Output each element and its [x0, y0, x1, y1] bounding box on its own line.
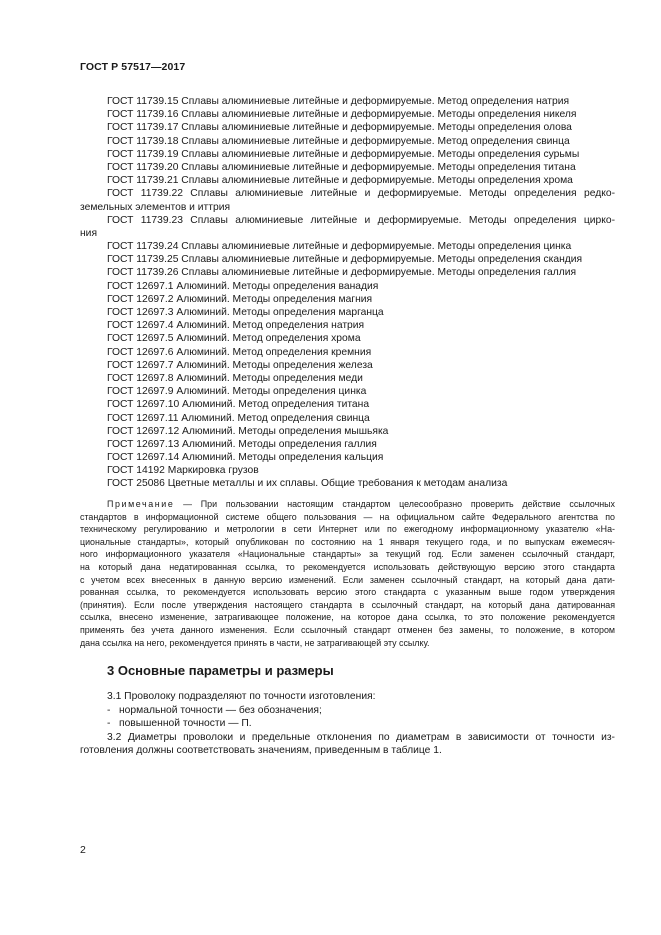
reference-line: ГОСТ 11739.18 Сплавы алюминиевые литейные и деформируемые. Метод определения свинца — [107, 135, 570, 147]
reference-line: ГОСТ 12697.9 Алюминий. Методы определения цинка — [107, 386, 367, 398]
note-line: ного информационного указателя «Национальные стандарты» за текущий год. Если заменен ссылочный стандарт, — [80, 549, 615, 560]
note-line: рованная ссылка, то рекомендуется использовать версию этого стандарта с указанным выше годом утверждения — [80, 587, 615, 598]
reference-line: ГОСТ 12697.1 Алюминий. Методы определения ванадия — [107, 280, 379, 292]
reference-line: ГОСТ 11739.22 Сплавы алюминиевые литейные и деформируемые. Методы определения редко- — [107, 188, 615, 200]
reference-line-continued: ния — [80, 227, 98, 239]
list-item — [80, 717, 615, 731]
note-text: — При пользовании настоящим стандартом целесообразно проверить действие ссылочных — [174, 499, 615, 509]
reference-line: ГОСТ 14192 Маркировка грузов — [107, 465, 259, 477]
reference-line: ГОСТ 12697.8 Алюминий. Методы определения меди — [107, 372, 363, 384]
note-line: дана ссылка на него, рекомендуется принять в части, не затрагивающей эту ссылку. — [80, 637, 430, 648]
list-dash: - — [107, 704, 111, 716]
reference-line: ГОСТ 12697.4 Алюминий. Метод определения натрия — [107, 320, 365, 332]
reference-line: ГОСТ 11739.19 Сплавы алюминиевые литейные и деформируемые. Методы определения сурьмы — [107, 148, 580, 160]
reference-line: ГОСТ 12697.12 Алюминий. Методы определения мышьяка — [107, 425, 389, 437]
reference-line: ГОСТ 12697.3 Алюминий. Методы определения марганца — [107, 307, 384, 318]
section-body — [80, 690, 615, 758]
references-list — [80, 95, 615, 491]
reference-line: ГОСТ 12697.10 Алюминий. Метод определения титана — [107, 399, 370, 411]
reference-line: ГОСТ 12697.6 Алюминий. Метод определения кремния — [107, 346, 372, 358]
note-line: на который дана недатированная ссылка, то рекомендуется использовать действующую версию этого стандарта — [80, 561, 615, 572]
note-line: стандартов в информационной системе общего пользования — на официальном сайте Федерального агентства по — [80, 511, 615, 522]
reference-line: ГОСТ 11739.25 Сплавы алюминиевые литейные и деформируемые. Методы определения скандия — [107, 254, 583, 266]
reference-line: ГОСТ 12697.14 Алюминий. Методы определения кальция — [107, 452, 384, 464]
paragraph-3-2: 3.2 Диаметры проволоки и предельные отклонения по диаметрам в зависимости от точности из- — [107, 731, 615, 743]
reference-line: ГОСТ 11739.21 Сплавы алюминиевые литейные и деформируемые. Методы определения хрома — [107, 175, 573, 187]
list-item-text: повышенной точности — П. — [119, 718, 252, 730]
reference-line: ГОСТ 25086 Цветные металлы и их сплавы. Общие требования к методам анализа — [107, 478, 508, 490]
note-line: применять без учета данного изменения. Если ссылочный стандарт отменен без замены, то положение, в котором — [80, 624, 615, 635]
note-line: циональные стандарты», который опубликован по состоянию на 1 января текущего года, и по выпускам ежемесяч- — [80, 536, 615, 547]
reference-line: ГОСТ 12697.5 Алюминий. Метод определения хрома — [107, 333, 361, 345]
note-line — [80, 498, 615, 511]
reference-line: ГОСТ 12697.2 Алюминий. Методы определения магния — [107, 293, 373, 305]
paragraph-3-1: 3.1 Проволоку подразделяют по точности изготовления: — [107, 691, 376, 702]
reference-line-continued: земельных элементов и иттрия — [80, 201, 231, 213]
reference-line: ГОСТ 12697.11 Алюминий. Метод определения свинца — [107, 412, 370, 424]
list-item-text: нормальной точности — без обозначения; — [119, 704, 322, 716]
section-heading: 3 Основные параметры и размеры — [107, 663, 334, 678]
paragraph-3-2-continued: готовления должны соответствовать значениям, приведенным в таблице 1. — [80, 745, 442, 757]
note-line: с учетом всех внесенных в данную версию изменений. Если заменен ссылочный стандарт, на который дана дати- — [80, 574, 615, 585]
reference-line: ГОСТ 11739.24 Сплавы алюминиевые литейные и деформируемые. Методы определения цинка — [107, 241, 572, 253]
note-line: техническому регулированию и метрологии в сети Интернет или по ежегодному информационному указателю «На- — [80, 524, 615, 535]
reference-line: ГОСТ 12697.13 Алюминий. Методы определения галлия — [107, 438, 377, 450]
reference-line: ГОСТ 11739.17 Сплавы алюминиевые литейные и деформируемые. Методы определения олова — [107, 122, 572, 134]
note-label: Примечание — [107, 499, 175, 509]
reference-line: ГОСТ 11739.20 Сплавы алюминиевые литейные и деформируемые. Методы определения титана — [107, 161, 576, 173]
page-number: 2 — [80, 844, 86, 856]
document-id: ГОСТ Р 57517—2017 — [80, 61, 186, 73]
reference-line: ГОСТ 12697.7 Алюминий. Методы определения железа — [107, 359, 373, 371]
reference-line: ГОСТ 11739.26 Сплавы алюминиевые литейные и деформируемые. Методы определения галлия — [107, 267, 577, 279]
note-block — [80, 498, 615, 649]
reference-line: ГОСТ 11739.15 Сплавы алюминиевые литейные и деформируемые. Метод определения натрия — [107, 96, 570, 107]
reference-line: ГОСТ 11739.23 Сплавы алюминиевые литейные и деформируемые. Методы определения цирко- — [107, 214, 615, 226]
list-item — [80, 704, 615, 718]
note-line: ссылка, внесено изменение, затрагивающее положение, на которое дана ссылка, то это положение рекомендуется — [80, 612, 615, 623]
reference-line: ГОСТ 11739.16 Сплавы алюминиевые литейные и деформируемые. Методы определения никеля — [107, 109, 577, 121]
list-dash: - — [107, 718, 111, 730]
note-line: (принятия). Если после утверждения настоящего стандарта в ссылочный стандарт, на который дана датированная — [80, 599, 615, 610]
